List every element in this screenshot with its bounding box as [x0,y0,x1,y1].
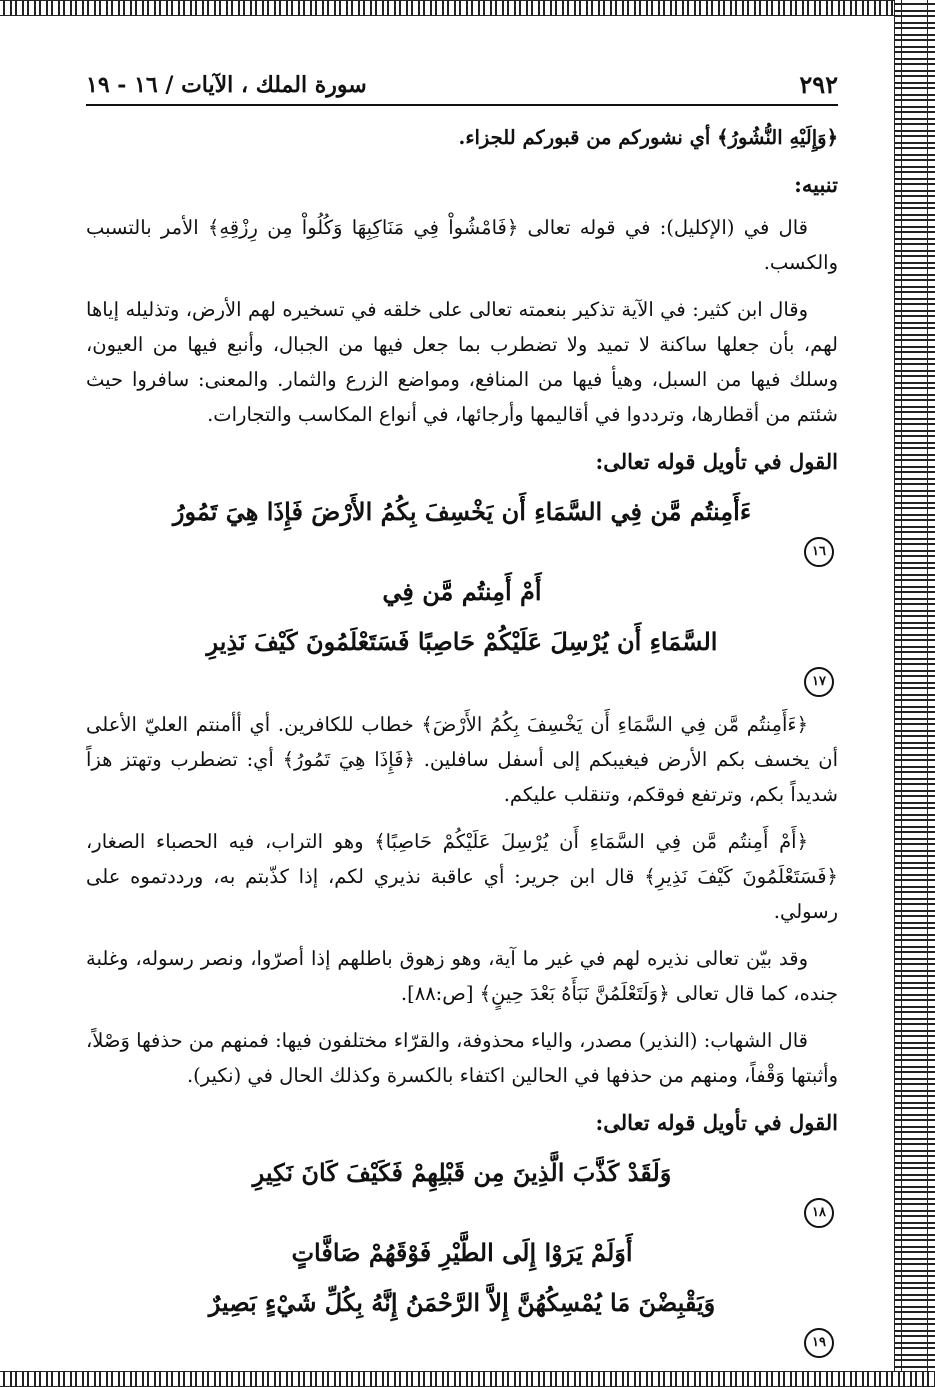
ornamental-border-bottom [0,1371,935,1387]
quran-verse-block [86,1148,838,1358]
verse-line [86,1278,838,1358]
page-body [86,70,838,1368]
ayah-number-mark: ١٩ [804,1328,834,1358]
verse-text: أَمْ أَمِنتُم مَّن فِي [382,577,542,606]
page-number: ٢٩٢ [799,70,838,99]
paragraph: ﴿وَإِلَيْهِ النُّشُورُ﴾ أي نشوركم من قبوركم للجزاء. [458,126,838,149]
verse-text: ءَأَمِنتُم مَّن فِي السَّمَاءِ أَن يَخْسِفَ بِكُمُ الأَرْضَ فَإِذَا هِيَ تَمُورُ [172,497,752,526]
ayah-number-mark: ١٧ [804,667,834,697]
paragraph: وقد بيّن تعالى نذيره لهم في غير ما آية، وهو زهوق باطلهم إذا أصرّوا، ونصر رسوله، وغلبة جنده، كما قال تعالى ﴿وَلَتَعْلَمُنَّ نَبَأَهُ بَعْدَ حِينٍ﴾ [ص:٨٨]. [86,947,838,1005]
running-header [86,70,838,106]
verse-line [86,1148,838,1278]
section-heading: القول في تأويل قوله تعالى: [595,1110,838,1135]
running-title: سورة الملك ، الآيات / ١٦ - ١٩ [86,72,367,98]
paragraph: ﴿أَمْ أَمِنتُم مَّن فِي السَّمَاءِ أَن يُرْسِلَ عَلَيْكُمْ حَاصِبًا﴾ وهو التراب، فيه الحصباء الصغار، ﴿فَسَتَعْلَمُونَ كَيْفَ نَذِيرِ﴾ قال ابن جرير: أي عاقبة نذيري لكم، إذا كذّبتم به، ورددتموه على رسولي. [86,830,838,923]
verse-text: السَّمَاءِ أَن يُرْسِلَ عَلَيْكُمْ حَاصِبًا فَسَتَعْلَمُونَ كَيْفَ نَذِيرِ [206,627,718,656]
ornamental-border-top [0,0,935,16]
paragraph: قال في (الإكليل): في قوله تعالى ﴿فَامْشُواْ فِي مَنَاكِبِهَا وَكُلُواْ مِن رِزْقِهِ﴾ الأمر بالتسبب والكسب. [86,216,838,274]
verse-text: أَوَلَمْ يَرَوْا إِلَى الطَّيْرِ فَوْقَهُمْ صَافَّاتٍ [291,1238,633,1267]
quran-verse-block [86,487,838,697]
verse-line [86,487,838,617]
section-heading: تنبيه: [794,172,838,197]
ornamental-border-right [894,0,935,1387]
paragraph: وقال ابن كثير: في الآية تذكير بنعمته تعالى على خلقه في تسخيره لهم الأرض، وتذليله إياها لهم، بأن جعلها ساكنة لا تميد ولا تضطرب بما جعل فيها من الجبال، وأنبع فيها من العيون، وسلك فيها من السبل، وهيأ فيها من المنافع، ومواضع الزرع والثمار. والمعنى: سافروا حيث شئتم من أقطارها، وترددوا في أقاليمها وأرجائها، في أنواع المكاسب والتجارات. [86,298,838,426]
paragraph: ﴿ءَأَمِنتُم مَّن فِي السَّمَاءِ أَن يَخْسِفَ بِكُمُ الأَرْضَ﴾ خطاب للكافرين. أي أأمنتم العليّ الأعلى أن يخسف بكم الأرض فيغيبكم إلى أسفل سافلين. ﴿فَإِذَا هِيَ تَمُورُ﴾ أي: تضطرب وتهتز هزاً شديداً بكم، وترتفع فوقكم، وتنقلب عليكم. [86,713,838,806]
ayah-number-mark: ١٨ [804,1198,834,1228]
verse-line [86,617,838,697]
paragraph: قال الشهاب: (النذير) مصدر، والياء محذوفة، والقرّاء مختلفون فيها: فمنهم من حذفها وَصْلاً، وأثبتها وَقْفاً، ومنهم من حذفها في الحالين اكتفاء بالكسرة وكذلك الحال في (نكير). [86,1029,838,1087]
verse-text: وَلَقَدْ كَذَّبَ الَّذِينَ مِن قَبْلِهِمْ فَكَيْفَ كَانَ نَكِيرِ [252,1158,672,1187]
section-heading: القول في تأويل قوله تعالى: [595,449,838,474]
verse-text: وَيَقْبِضْنَ مَا يُمْسِكُهُنَّ إِلاَّ الرَّحْمَنُ إِنَّهُ بِكُلِّ شَيْءٍ بَصِيرٌ [208,1288,716,1317]
ayah-number-mark: ١٦ [804,537,834,567]
